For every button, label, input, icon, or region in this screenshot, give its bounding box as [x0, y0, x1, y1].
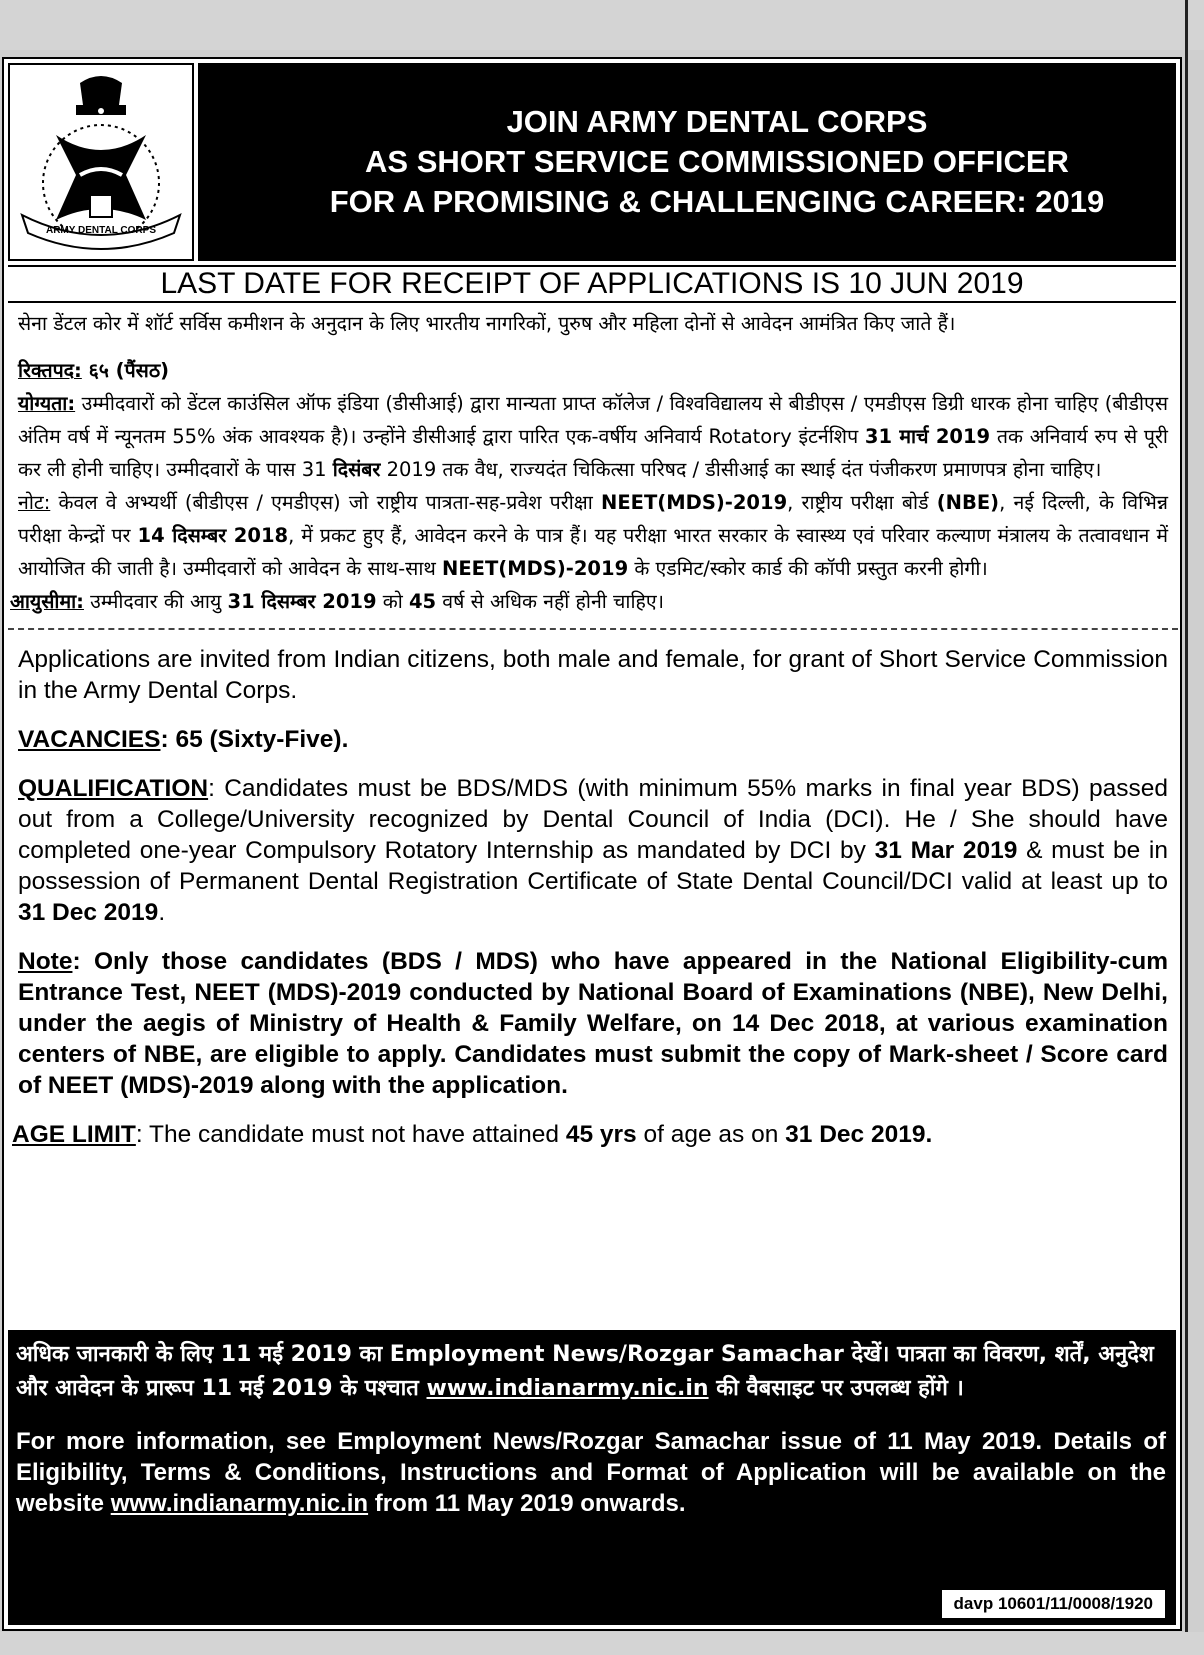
title-line-3: FOR A PROMISING & CHALLENGING CAREER: 2019: [329, 184, 1105, 219]
top-margin: [0, 0, 1204, 50]
website-link-english[interactable]: www.indianarmy.nic.in: [110, 1490, 369, 1517]
hindi-vacancy: रिक्तपद: ६५ (पैंसठ): [18, 359, 170, 382]
website-link-hindi[interactable]: www.indianarmy.nic.in: [426, 1376, 709, 1401]
english-intro: Applications are invited from Indian citizens, both male and female, for grant of Short Service Commission in the Army Dental Corps.: [18, 646, 1168, 704]
footer-hindi: अधिक जानकारी के लिए 11 मई 2019 का Employment News/Rozgar Samachar देखें। पात्रता का विवरण, शर्तें, अनुदेश और आवेदन के प्रारूप 11 मई 2019 के पश्चात www.indianarmy.nic.in की वैबसाइट पर उपलब्ध होंगे ।: [16, 1342, 1154, 1401]
english-age-limit: AGE LIMIT: The candidate must not have attained 45 yrs of age as on 31 Dec 2019.: [12, 1121, 933, 1148]
footer-english: For more information, see Employment News/Rozgar Samachar issue of 11 May 2019. Details of Eligibility, Terms & Conditions, Instructions and Format of Application will be available on the website www.indianarmy.nic.in from 11 May 2019 onwards.: [16, 1428, 1166, 1517]
hindi-age-limit: आयुसीमा: उम्मीदवार की आयु 31 दिसम्बर 2019 को 45 वर्ष से अधिक नहीं होनी चाहिए।: [10, 590, 665, 613]
right-border-line: [1185, 0, 1188, 1655]
footer-info: [8, 1330, 1176, 1625]
army-dental-corps-logo: [8, 63, 194, 261]
english-note: Note: Only those candidates (BDS / MDS) who have appeared in the National Eligibility-cum Entrance Test, NEET (MDS)-2019 conducted by National Board of Examinations (NBE), New Delhi, under the aegis of Ministry of Health & Family Welfare, on 14 Dec 2018, at various examination centers of NBE, are eligible to apply. Candidates must submit the copy of Mark-sheet / Score card of NEET (MDS)-2019 along with the application.: [18, 948, 1168, 1099]
hindi-section: [10, 307, 1168, 618]
hindi-intro: सेना डेंटल कोर में शॉर्ट सर्विस कमीशन के अनुदान के लिए भारतीय नागरिकों, पुरुष और महिला दोनों से आवेदन आमंत्रित किए जाते हैं।: [18, 312, 956, 335]
header: [4, 59, 1180, 265]
english-vacancy: VACANCIES: 65 (Sixty-Five).: [18, 726, 349, 753]
english-section: [12, 644, 1168, 1150]
title-line-1: JOIN ARMY DENTAL CORPS: [506, 104, 928, 139]
english-qualification: QUALIFICATION: Candidates must be BDS/MDS (with minimum 55% marks in final year BDS) passed out from a College/University recognized by Dental Council of India (DCI). He / She should have completed one-year Compulsory Rotatory Internship as mandated by DCI by 31 Mar 2019 & must be in possession of Permanent Dental Registration Certificate of State Dental Council/DCI valid at least up to 31 Dec 2019.: [18, 775, 1168, 926]
section-divider: [8, 628, 1178, 630]
title-banner: [198, 63, 1176, 261]
content: [10, 307, 1168, 1168]
davp-code: davp 10601/11/0008/1920: [941, 1589, 1166, 1619]
emblem-icon: [10, 65, 192, 259]
hindi-note: नोट: केवल वे अभ्यर्थी (बीडीएस / एमडीएस) जो राष्ट्रीय पात्रता-सह-प्रवेश परीक्षा NEET(MDS)-2019, राष्ट्रीय परीक्षा बोर्ड (NBE), नई दिल्ली, के विभिन्न परीक्षा केन्द्रों पर 14 दिसम्बर 2018, में प्रकट हुए हैं, आवेदन करने के पात्र हैं। यह परीक्षा भारत सरकार के स्वास्थ्य एवं परिवार कल्याण मंत्रालय के तत्वावधान में आयोजित की जाती है। उम्मीदवारों को आवेदन के साथ-साथ NEET(MDS)-2019 के एडमिट/स्कोर कार्ड की कॉपी प्रस्तुत करनी होगी।: [18, 491, 1168, 580]
last-date-banner: LAST DATE FOR RECEIPT OF APPLICATIONS IS 10 JUN 2019: [8, 265, 1176, 303]
logo-text: ARMY DENTAL CORPS: [45, 225, 157, 236]
title-line-2: AS SHORT SERVICE COMMISSIONED OFFICER: [365, 144, 1069, 179]
advertisement-sheet: [2, 57, 1182, 1631]
hindi-qualification: योग्यता: उम्मीदवारों को डेंटल काउंसिल ऑफ इंडिया (डीसीआई) द्वारा मान्यता प्राप्त कॉलेज / विश्वविद्यालय से बीडीएस / एमडीएस डिग्री धारक होना चाहिए (बीडीएस अंतिम वर्ष में न्यूनतम 55% अंक आवश्यक है)। उन्होंने डीसीआई द्वारा पारित एक-वर्षीय अनिवार्य Rotatory इंटर्नशिप 31 मार्च 2019 तक अनिवार्य रुप से पूरी कर ली होनी चाहिए। उम्मीदवारों के पास 31 दिसंबर 2019 तक वैध, राज्यदंत चिकित्सा परिषद / डीसीआई का स्थाई दंत पंजीकरण प्रमाणपत्र होना चाहिए।: [18, 392, 1168, 481]
bottom-margin: [0, 1632, 1204, 1655]
